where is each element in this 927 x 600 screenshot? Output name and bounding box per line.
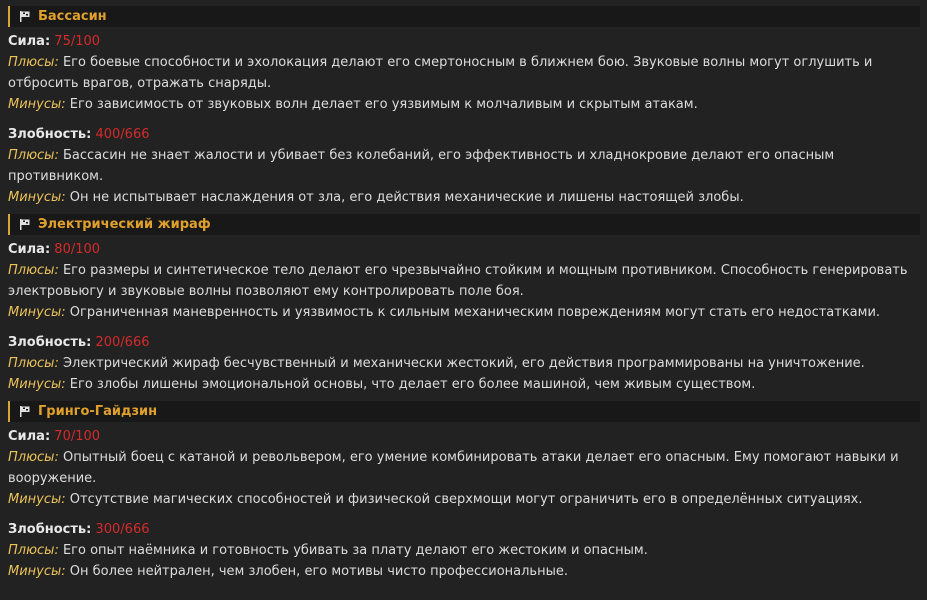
pros-text: Его боевые способности и эхолокация делают его смертоносным в ближнем бою. Звуковые волны могут оглушить и отбросить врагов, отражать снаряды. [8,55,873,91]
strength-value: 70/100 [54,429,101,444]
cons-label: Минусы: [8,564,66,579]
pros-text: Бассасин не знает жалости и убивает без колебаний, его эффективность и хладнокровие делают его опасным противником. [8,148,835,184]
pros-label: Плюсы: [8,543,59,558]
pros-text: Электрический жираф бесчувственный и механически жестокий, его действия программированы на уничтожение. [62,356,865,371]
character-card [8,6,920,208]
strength-block [8,239,920,323]
cons-text: Ограниченная маневренность и уязвимость к сильным механическим повреждениям могут стать его недостатками. [69,305,881,320]
malice-block [8,124,920,208]
strength-label: Сила: [8,34,51,49]
malice-value: 400/666 [95,127,150,142]
flag-icon [20,11,30,22]
cons-text: Отсутствие магических способностей и физической сверхмощи могут ограничить его в определённых ситуациях. [69,492,863,507]
character-header [8,214,920,235]
character-card [8,401,920,582]
character-header [8,6,920,27]
strength-label: Сила: [8,429,51,444]
cons-text: Его злобы лишены эмоциональной основы, что делает его более машиной, чем живым существом. [69,377,756,392]
pros-text: Опытный боец с катаной и револьвером, его умение комбинировать атаки делает его опасным. Ему помогают навыки и вооружение. [8,450,899,486]
character-header [8,401,920,422]
pros-label: Плюсы: [8,148,59,163]
cons-label: Минусы: [8,377,66,392]
cons-label: Минусы: [8,190,66,205]
strength-block [8,31,920,115]
malice-value: 300/666 [95,522,150,537]
strength-label: Сила: [8,242,51,257]
character-list [0,6,927,600]
flag-icon [20,219,30,230]
malice-label: Злобность: [8,522,92,537]
character-name: Бассасин [38,9,107,24]
cons-text: Он не испытывает наслаждения от зла, его действия механические и лишены настоящей злобы. [69,190,744,205]
flag-icon [20,406,30,417]
pros-text: Его размеры и синтетическое тело делают его чрезвычайно стойким и мощным противником. Способность генерировать электровьюгу и звуковые волны позволяют ему контролировать поле боя. [8,263,908,299]
pros-label: Плюсы: [8,450,59,465]
pros-label: Плюсы: [8,55,59,70]
cons-label: Минусы: [8,305,66,320]
malice-label: Злобность: [8,127,92,142]
strength-block [8,426,920,510]
strength-value: 80/100 [54,242,101,257]
character-name: Гринго-Гайдзин [38,404,158,419]
malice-label: Злобность: [8,335,92,350]
cons-text: Его зависимость от звуковых волн делает его уязвимым к молчаливым и скрытым атакам. [69,97,698,112]
malice-block [8,332,920,395]
strength-value: 75/100 [54,34,101,49]
malice-block [8,519,920,582]
cons-text: Он более нейтрален, чем злобен, его мотивы чисто профессиональные. [69,564,568,579]
pros-label: Плюсы: [8,356,59,371]
pros-text: Его опыт наёмника и готовность убивать за плату делают его жестоким и опасным. [62,543,648,558]
malice-value: 200/666 [95,335,150,350]
cons-label: Минусы: [8,492,66,507]
character-card [8,214,920,395]
cons-label: Минусы: [8,97,66,112]
pros-label: Плюсы: [8,263,59,278]
character-name: Электрический жираф [38,217,211,232]
